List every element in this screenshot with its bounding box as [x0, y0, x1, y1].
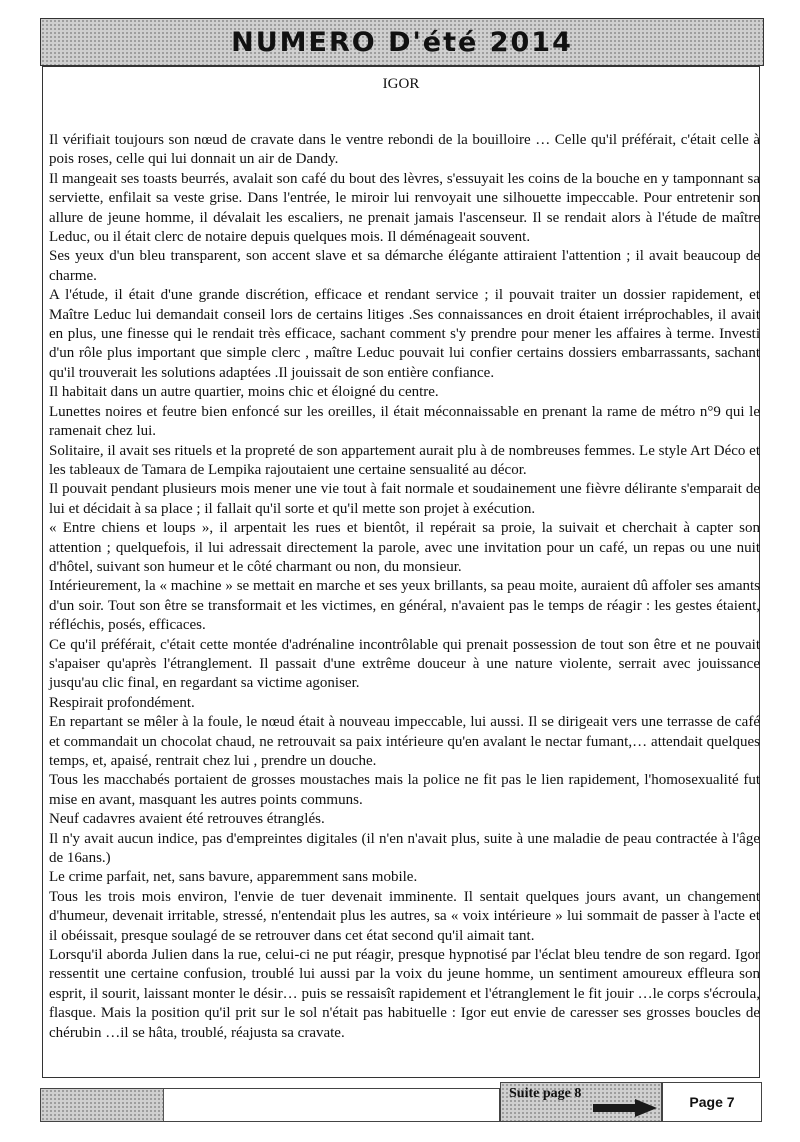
paragraph: Respirait profondément. — [49, 694, 195, 711]
paragraph: Ses yeux d'un bleu transparent, son accent slave et sa démarche élégante attiraient l'attention ; il avait beaucoup de charme. — [49, 248, 760, 284]
paragraph: En repartant se mêler à la foule, le nœud était à nouveau impeccable, lui aussi. Il se dirigeait vers une terrasse de café et commandait un chocolat chaud, ne retrouvait sa paix intérieure qu'en avalant le nectar fumant,… attendait quelques temps, et, apaisé, rentrait chez lui , prendre un douche. — [49, 714, 760, 769]
paragraph: Tous les macchabés portaient de grosses moustaches mais la police ne fit pas le lien rapidement, l'homosexualité fut mise en avant, masquant les autres points communs. — [49, 772, 760, 808]
paragraph: Il mangeait ses toasts beurrés, avalait son café du bout des lèvres, s'essuyait les coins de la bouche en y tamponnant sa serviette, enfilait sa veste grise. Dans l'entrée, le miroir lui renvoyait une silhouette impeccable. Pour entretenir son allure de jeune homme, il dévalait les escaliers, ne prenait jamais l'ascenseur. Il se rendait alors à l'étude de maître Leduc, ou il était clerc de notaire depuis quelques mois. Il déménageait souvent. — [49, 170, 760, 246]
paragraph: Lunettes noires et feutre bien enfoncé sur les oreilles, il était méconnaissable en prenant la rame de métro n°9 qui le ramenait chez lui. — [49, 403, 760, 440]
paragraph: Ce qu'il préférait, c'était cette montée d'adrénaline incontrôlable qui prenait possession de tout son être et ne pouvait s'apaiser qu'après l'étranglement. Il passait d'une extrême douceur à une nature violente, serrait avec jouissance jusqu'au clic final, en regardant sa victime agoniser. — [49, 636, 760, 692]
paragraph: Solitaire, il avait ses rituels et la propreté de son appartement aurait plu à de nombreuses femmes. Le style Art Déco et les tableaux de Tamara de Lempika rajoutaient une certaine sensualité au décor. — [49, 442, 760, 478]
article-title: IGOR — [382, 76, 420, 92]
paragraph: « Entre chiens et loups », il arpentait les rues et bientôt, il repérait sa proie, la suivait et cherchait à capter son attention ; quelquefois, il lui adressait directement la parole, avec une invitation pour un café, un repas ou une nuit d'hôtel, suivant son humeur et le côté charmant ou non, du monsieur. — [49, 520, 760, 575]
header-banner — [40, 18, 764, 66]
right-arrow-icon — [593, 1099, 657, 1117]
continuation-label: Suite page 8 — [509, 1086, 582, 1101]
paragraph: Neuf cadavres avaient été retrouves étranglés. — [49, 811, 325, 828]
footer-left-box — [40, 1088, 500, 1122]
article-body — [49, 131, 760, 1043]
footer-shade — [41, 1089, 164, 1121]
continuation-box — [500, 1082, 662, 1122]
paragraph: Lorsqu'il aborda Julien dans la rue, celui-ci ne put réagir, presque hypnotisé par l'éclat bleu tendre de son regard. Igor ressentit une certaine confusion, troublé lui aussi par la voix du jeune homme, un sentiment amoureux effleura son esprit, il sourit, laissant monter le désir… puis se ressaisît rapidement et l'étranglement le fit jouir …le corps s'écroula, flasque. Mais la position qu'il prit sur le sol n'était pas habituelle : Igor eut envie de caresser ses grosses boucles de chérubin …il se hâta, troublé, réajusta sa cravate. — [49, 947, 760, 1041]
paragraph: Il vérifiait toujours son nœud de cravate dans le ventre rebondi de la bouilloire … Celle qu'il préférait, c'était celle à pois roses, celle qui lui donnait un air de Dandy. — [49, 132, 760, 168]
paragraph: Il pouvait pendant plusieurs mois mener une vie tout à fait normale et soudainement une fièvre délirante s'emparait de lui et décidait à sa place ; il fallait qu'il sorte et qu'il mette son projet à exécution. — [49, 481, 760, 517]
page-number-box — [662, 1082, 762, 1122]
paragraph: Tous les trois mois environ, l'envie de tuer devenait imminente. Il sentait quelques jours avant, un changement d'humeur, devenait irritable, stressé, n'entendait plus les autres, sa « voix intérieure » lui sommait de passer à l'acte et il obéissait, presque soulagé de se retrouver dans cet état second qu'il aimait tant. — [49, 888, 760, 944]
paragraph: A l'étude, il était d'une grande discrétion, efficace et rendant service ; il pouvait traiter un dossier rapidement, et Maître Leduc lui demandait conseil lors de certains litiges .Ses connaissances en droit étaient irréprochables, il avait en plus, une finesse qui le rendait très efficace, sachant comment s'y prendre pour mener les affaires à terme. Investi d'un rôle plus important que simple clerc , maître Leduc pouvait lui confier certains dossiers embarrassants, sachant qu'il trouverait les solutions adaptées .Il jouissait de son entière confiance. — [49, 287, 760, 381]
page-number: Page 7 — [689, 1094, 735, 1110]
issue-title: NUMERO D'été 2014 — [231, 26, 573, 58]
paragraph: Il n'y avait aucun indice, pas d'empreintes digitales (il n'en n'avait plus, suite à une maladie de peau contractée à l'âge de 16ans.) — [49, 830, 760, 867]
paragraph: Intérieurement, la « machine » se mettait en marche et ses yeux brillants, sa peau moite, auraient dû affoler ses amants d'un soir. Tout son être se transformait et les victimes, en général, n'avaient pas le temps de réagir : les gestes étaient, réfléchis, posés, efficaces. — [49, 578, 760, 634]
paragraph: Il habitait dans un autre quartier, moins chic et éloigné du centre. — [49, 384, 439, 401]
paragraph: Le crime parfait, net, sans bavure, apparemment sans mobile. — [49, 869, 418, 886]
